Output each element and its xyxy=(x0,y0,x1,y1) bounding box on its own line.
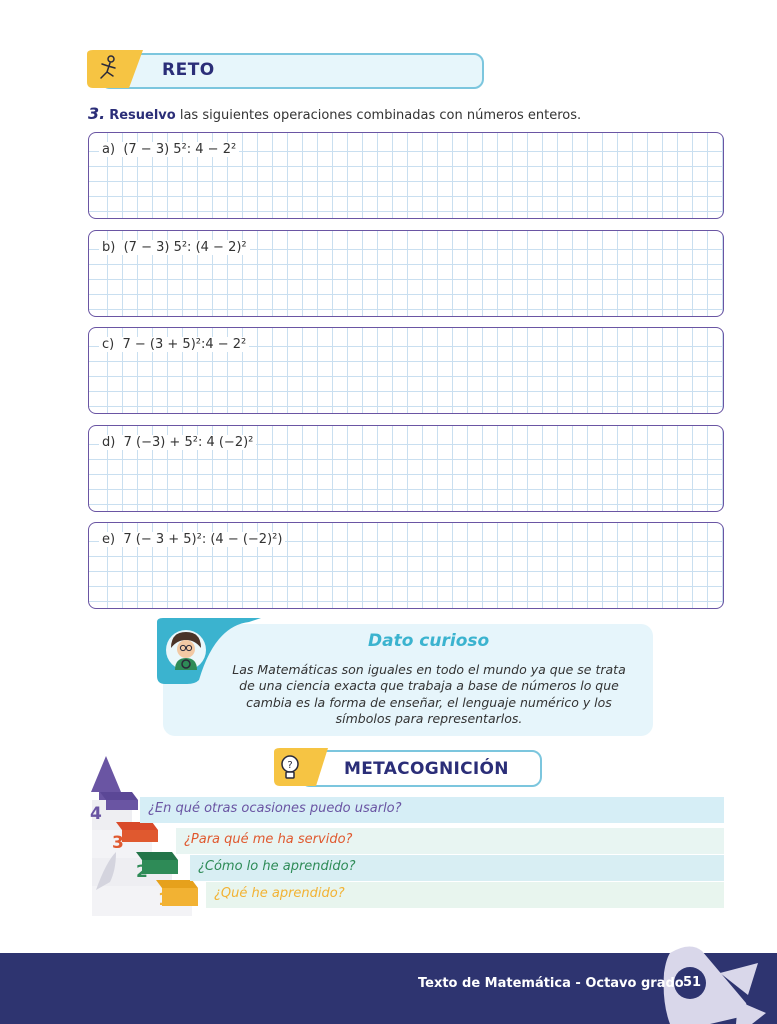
exercise-letter: c) xyxy=(102,337,115,352)
exercise-expression: 7 (− 3 + 5)²: (4 − (−2)²) xyxy=(123,532,283,547)
dato-curioso-title: Dato curioso xyxy=(368,631,490,651)
answer-box-a[interactable] xyxy=(88,132,724,219)
exercise-letter: d) xyxy=(102,435,116,450)
answer-box-b[interactable] xyxy=(88,230,724,317)
exercise-expression: (7 − 3) 5²: (4 − 2)² xyxy=(123,240,247,255)
question-verb: Resuelvo xyxy=(109,108,176,123)
answer-box-c[interactable] xyxy=(88,327,724,414)
exercise-label-e xyxy=(99,532,285,547)
exercise-expression: (7 − 3) 5²: 4 − 2² xyxy=(123,142,237,157)
reflection-row-3: ¿Para qué me ha servido? xyxy=(176,828,724,854)
exercise-label-d xyxy=(99,435,256,450)
dato-curioso-text: Las Matemáticas son iguales en todo el mundo ya que se trata de una ciencia exacta que trabaja a base de números lo que cambia es la forma de enseñar, el lenguaje numérico y los símbolos para representarlos. xyxy=(232,662,626,726)
exercise-letter: e) xyxy=(102,532,116,547)
exercise-label-a xyxy=(99,142,239,157)
metacognicion-title: METACOGNICIÓN xyxy=(344,759,509,779)
exercise-label-c xyxy=(99,337,249,352)
exercise-label-b xyxy=(99,240,250,255)
step-number-3: 3 xyxy=(112,833,124,853)
lightbulb-icon xyxy=(270,746,332,788)
page-number: 51 xyxy=(682,975,702,990)
reflection-row-1: ¿Qué he aprendido? xyxy=(206,882,724,908)
question-statement xyxy=(88,104,581,123)
svg-text:?: ? xyxy=(287,760,293,771)
step-number-4: 4 xyxy=(90,804,102,824)
step-number-2: 2 xyxy=(136,862,148,882)
reflection-row-2: ¿Cómo lo he aprendido? xyxy=(190,855,724,881)
exercise-expression: 7 − (3 + 5)²:4 − 2² xyxy=(122,337,247,352)
reflection-row-4: ¿En qué otras ocasiones puedo usarlo? xyxy=(140,797,724,823)
reto-header-bar xyxy=(100,53,484,89)
exercise-letter: a) xyxy=(102,142,116,157)
question-number: 3. xyxy=(88,104,106,123)
footer-book-title: Texto de Matemática - Octavo grado xyxy=(418,976,684,991)
step-number-1: 1 xyxy=(158,890,170,910)
exercise-letter: b) xyxy=(102,240,116,255)
exercise-expression: 7 (−3) + 5²: 4 (−2)² xyxy=(123,435,254,450)
reto-title: RETO xyxy=(162,60,215,80)
question-text: las siguientes operaciones combinadas con números enteros. xyxy=(175,108,582,123)
answer-box-d[interactable] xyxy=(88,425,724,512)
runner-icon xyxy=(83,48,147,90)
answer-box-e[interactable] xyxy=(88,522,724,609)
